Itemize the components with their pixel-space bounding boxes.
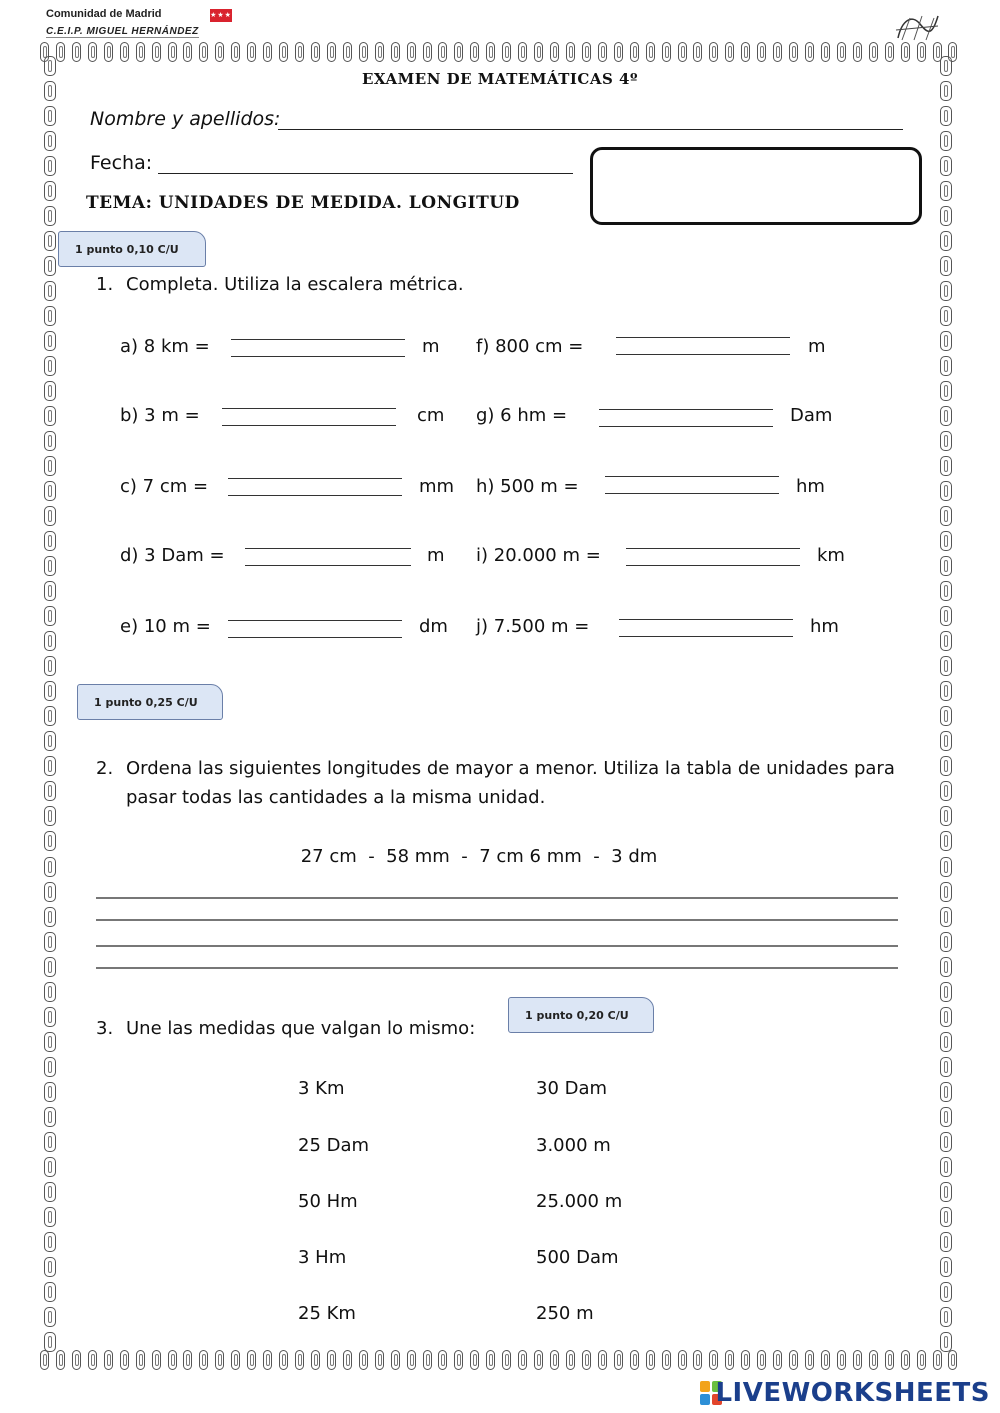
q2-answer-line-2[interactable] (96, 919, 898, 921)
clip-border-top (40, 42, 958, 64)
paper-clip-icon (582, 1350, 591, 1370)
paper-clip-icon (646, 1350, 655, 1370)
paper-clip-icon (359, 42, 368, 62)
paper-clip-icon (940, 1307, 952, 1327)
paper-clip-icon (940, 631, 952, 651)
q1-item-h-label: h) 500 m = (476, 476, 579, 497)
paper-clip-icon (837, 42, 846, 62)
paper-clip-icon (773, 42, 782, 62)
date-label: Fecha: (90, 152, 153, 174)
q2-score-tag: 1 punto 0,25 C/U (77, 684, 223, 720)
q1-item-f-label: f) 800 cm = (476, 336, 584, 357)
paper-clip-icon (709, 1350, 718, 1370)
topic-heading: TEMA: UNIDADES DE MEDIDA. LONGITUD (86, 193, 520, 213)
paper-clip-icon (44, 1007, 56, 1027)
paper-clip-icon (44, 1157, 56, 1177)
paper-clip-icon (940, 156, 952, 176)
date-input-line[interactable] (158, 173, 573, 174)
paper-clip-icon (630, 42, 639, 62)
paper-clip-icon (757, 42, 766, 62)
paper-clip-icon (44, 1107, 56, 1127)
paper-clip-icon (44, 631, 56, 651)
paper-clip-icon (940, 456, 952, 476)
paper-clip-icon (88, 1350, 97, 1370)
paper-clip-icon (438, 1350, 447, 1370)
q3-right-item-1[interactable]: 30 Dam (536, 1078, 608, 1099)
paper-clip-icon (614, 42, 623, 62)
paper-clip-icon (566, 1350, 575, 1370)
paper-clip-icon (678, 1350, 687, 1370)
paper-clip-icon (566, 42, 575, 62)
paper-clip-icon (44, 1057, 56, 1077)
paper-clip-icon (375, 1350, 384, 1370)
paper-clip-icon (948, 1350, 957, 1370)
paper-clip-icon (279, 1350, 288, 1370)
paper-clip-icon (940, 806, 952, 826)
madrid-flag-icon: ★★★ (210, 9, 232, 22)
paper-clip-icon (821, 1350, 830, 1370)
paper-clip-icon (44, 756, 56, 776)
q2-number: 2. (96, 758, 114, 779)
paper-clip-icon (789, 1350, 798, 1370)
paper-clip-icon (940, 231, 952, 251)
paper-clip-icon (940, 932, 952, 952)
q1-item-e-answer[interactable] (228, 620, 402, 638)
paper-clip-icon (940, 131, 952, 151)
paper-clip-icon (741, 1350, 750, 1370)
paper-clip-icon (391, 42, 400, 62)
paper-clip-icon (104, 1350, 113, 1370)
q1-number: 1. (96, 274, 114, 295)
q3-left-item-2[interactable]: 25 Dam (298, 1135, 370, 1156)
q1-item-i-unit: km (817, 545, 845, 566)
q3-left-item-1[interactable]: 3 Km (298, 1078, 345, 1099)
paper-clip-icon (614, 1350, 623, 1370)
paper-clip-icon (120, 42, 129, 62)
clip-border-bottom (40, 1350, 958, 1372)
paper-clip-icon (901, 42, 910, 62)
paper-clip-icon (940, 406, 952, 426)
paper-clip-icon (263, 42, 272, 62)
paper-clip-icon (44, 656, 56, 676)
paper-clip-icon (582, 42, 591, 62)
paper-clip-icon (940, 1182, 952, 1202)
paper-clip-icon (502, 1350, 511, 1370)
paper-clip-icon (279, 42, 288, 62)
paper-clip-icon (44, 306, 56, 326)
paper-clip-icon (327, 42, 336, 62)
paper-clip-icon (518, 42, 527, 62)
paper-clip-icon (168, 42, 177, 62)
paper-clip-icon (72, 42, 81, 62)
paper-clip-icon (375, 42, 384, 62)
paper-clip-icon (44, 606, 56, 626)
q2-text-line1: Ordena las siguientes longitudes de mayor a menor. Utiliza la tabla de unidades para (126, 758, 895, 779)
paper-clip-icon (44, 581, 56, 601)
paper-clip-icon (940, 581, 952, 601)
q3-left-item-4[interactable]: 3 Hm (298, 1247, 347, 1268)
q3-right-item-4[interactable]: 500 Dam (536, 1247, 619, 1268)
paper-clip-icon (470, 1350, 479, 1370)
paper-clip-icon (940, 907, 952, 927)
q1-item-h-unit: hm (796, 476, 825, 497)
exam-title: EXAMEN DE MATEMÁTICAS 4º (362, 70, 638, 88)
paper-clip-icon (940, 1257, 952, 1277)
paper-clip-icon (44, 681, 56, 701)
paper-clip-icon (44, 731, 56, 751)
clip-border-right (940, 56, 954, 1352)
paper-clip-icon (940, 1207, 952, 1227)
paper-clip-icon (534, 42, 543, 62)
paper-clip-icon (940, 882, 952, 902)
q1-item-f-unit: m (808, 336, 826, 357)
paper-clip-icon (407, 1350, 416, 1370)
paper-clip-icon (940, 982, 952, 1002)
paper-clip-icon (215, 1350, 224, 1370)
paper-clip-icon (343, 42, 352, 62)
paper-clip-icon (678, 42, 687, 62)
q1-item-c-answer[interactable] (228, 478, 402, 496)
paper-clip-icon (104, 42, 113, 62)
q1-prompt (96, 274, 464, 295)
paper-clip-icon (247, 42, 256, 62)
q1-item-d-unit: m (427, 545, 445, 566)
q1-item-i-label: i) 20.000 m = (476, 545, 601, 566)
paper-clip-icon (44, 1232, 56, 1252)
paper-clip-icon (940, 181, 952, 201)
paper-clip-icon (940, 106, 952, 126)
paper-clip-icon (44, 882, 56, 902)
paper-clip-icon (550, 42, 559, 62)
paper-clip-icon (44, 381, 56, 401)
paper-clip-icon (693, 42, 702, 62)
q1-item-j-answer[interactable] (619, 619, 793, 637)
paper-clip-icon (917, 42, 926, 62)
paper-clip-icon (247, 1350, 256, 1370)
paper-clip-icon (773, 1350, 782, 1370)
paper-clip-icon (44, 1032, 56, 1052)
q2-values: 27 cm - 58 mm - 7 cm 6 mm - 3 dm (300, 846, 658, 867)
paper-clip-icon (44, 907, 56, 927)
paper-clip-icon (940, 756, 952, 776)
paper-clip-icon (231, 42, 240, 62)
paper-clip-icon (940, 381, 952, 401)
paper-clip-icon (44, 1332, 56, 1352)
school-logo-icon (892, 10, 942, 44)
q2-answer-line-3[interactable] (96, 945, 898, 947)
paper-clip-icon (215, 42, 224, 62)
paper-clip-icon (311, 1350, 320, 1370)
paper-clip-icon (940, 481, 952, 501)
paper-clip-icon (295, 42, 304, 62)
paper-clip-icon (311, 42, 320, 62)
paper-clip-icon (598, 42, 607, 62)
paper-clip-icon (486, 42, 495, 62)
paper-clip-icon (423, 1350, 432, 1370)
paper-clip-icon (869, 1350, 878, 1370)
paper-clip-icon (44, 456, 56, 476)
q1-item-d-label: d) 3 Dam = (120, 545, 225, 566)
paper-clip-icon (486, 1350, 495, 1370)
paper-clip-icon (44, 131, 56, 151)
paper-clip-icon (44, 231, 56, 251)
paper-clip-icon (534, 1350, 543, 1370)
paper-clip-icon (940, 1007, 952, 1027)
paper-clip-icon (940, 1132, 952, 1152)
paper-clip-icon (901, 1350, 910, 1370)
paper-clip-icon (940, 706, 952, 726)
q1-item-i-answer[interactable] (626, 548, 800, 566)
q1-item-b-answer[interactable] (222, 408, 396, 426)
paper-clip-icon (630, 1350, 639, 1370)
paper-clip-icon (940, 656, 952, 676)
q3-text: Une las medidas que valgan lo mismo: (126, 1018, 476, 1039)
q1-item-b-label: b) 3 m = (120, 405, 200, 426)
paper-clip-icon (757, 1350, 766, 1370)
paper-clip-icon (44, 1132, 56, 1152)
paper-clip-icon (44, 556, 56, 576)
paper-clip-icon (837, 1350, 846, 1370)
paper-clip-icon (662, 42, 671, 62)
paper-clip-icon (168, 1350, 177, 1370)
paper-clip-icon (940, 356, 952, 376)
school-name: C.E.I.P. MIGUEL HERNÁNDEZ (46, 26, 199, 37)
paper-clip-icon (44, 806, 56, 826)
paper-clip-icon (940, 506, 952, 526)
paper-clip-icon (199, 1350, 208, 1370)
q1-item-g-answer[interactable] (599, 409, 773, 427)
paper-clip-icon (44, 531, 56, 551)
paper-clip-icon (423, 42, 432, 62)
paper-clip-icon (940, 331, 952, 351)
paper-clip-icon (88, 42, 97, 62)
paper-clip-icon (940, 256, 952, 276)
q1-item-f-answer[interactable] (616, 337, 790, 355)
q3-right-item-2[interactable]: 3.000 m (536, 1135, 611, 1156)
paper-clip-icon (940, 206, 952, 226)
paper-clip-icon (917, 1350, 926, 1370)
paper-clip-icon (44, 982, 56, 1002)
paper-clip-icon (231, 1350, 240, 1370)
paper-clip-icon (44, 932, 56, 952)
paper-clip-icon (853, 42, 862, 62)
q1-item-c-unit: mm (419, 476, 455, 497)
paper-clip-icon (940, 1032, 952, 1052)
paper-clip-icon (359, 1350, 368, 1370)
paper-clip-icon (454, 1350, 463, 1370)
paper-clip-icon (725, 42, 734, 62)
paper-clip-icon (940, 957, 952, 977)
paper-clip-icon (44, 331, 56, 351)
name-input-line[interactable] (278, 129, 903, 130)
paper-clip-icon (44, 1282, 56, 1302)
paper-clip-icon (933, 1350, 942, 1370)
paper-clip-icon (550, 1350, 559, 1370)
paper-clip-icon (709, 42, 718, 62)
paper-clip-icon (327, 1350, 336, 1370)
paper-clip-icon (44, 206, 56, 226)
paper-clip-icon (789, 42, 798, 62)
paper-clip-icon (741, 42, 750, 62)
q3-prompt (96, 1018, 475, 1039)
paper-clip-icon (120, 1350, 129, 1370)
q1-item-a-unit: m (422, 336, 440, 357)
paper-clip-icon (885, 1350, 894, 1370)
paper-clip-icon (805, 42, 814, 62)
paper-clip-icon (502, 42, 511, 62)
paper-clip-icon (72, 1350, 81, 1370)
paper-clip-icon (940, 281, 952, 301)
paper-clip-icon (821, 42, 830, 62)
paper-clip-icon (598, 1350, 607, 1370)
paper-clip-icon (44, 406, 56, 426)
paper-clip-icon (343, 1350, 352, 1370)
q1-item-a-answer[interactable] (231, 339, 405, 357)
paper-clip-icon (869, 42, 878, 62)
paper-clip-icon (940, 1107, 952, 1127)
paper-clip-icon (646, 42, 655, 62)
q2-answer-line-4[interactable] (96, 967, 898, 969)
paper-clip-icon (40, 1350, 49, 1370)
paper-clip-icon (295, 1350, 304, 1370)
q3-left-item-3[interactable]: 50 Hm (298, 1191, 358, 1212)
paper-clip-icon (183, 42, 192, 62)
paper-clip-icon (44, 281, 56, 301)
paper-clip-icon (44, 156, 56, 176)
paper-clip-icon (940, 1057, 952, 1077)
paper-clip-icon (44, 1182, 56, 1202)
grade-box[interactable] (590, 147, 922, 225)
paper-clip-icon (44, 1257, 56, 1277)
paper-clip-icon (885, 42, 894, 62)
paper-clip-icon (725, 1350, 734, 1370)
paper-clip-icon (470, 42, 479, 62)
paper-clip-icon (940, 531, 952, 551)
liveworksheets-brand: LIVEWORKSHEETS (715, 1378, 990, 1408)
paper-clip-icon (940, 1157, 952, 1177)
paper-clip-icon (407, 42, 416, 62)
paper-clip-icon (805, 1350, 814, 1370)
paper-clip-icon (136, 42, 145, 62)
paper-clip-icon (518, 1350, 527, 1370)
name-label: Nombre y apellidos: (90, 108, 281, 130)
paper-clip-icon (940, 1332, 952, 1352)
q1-item-c-label: c) 7 cm = (120, 476, 209, 497)
paper-clip-icon (44, 706, 56, 726)
paper-clip-icon (183, 1350, 192, 1370)
q2-prompt-line1 (96, 758, 895, 779)
paper-clip-icon (152, 1350, 161, 1370)
paper-clip-icon (391, 1350, 400, 1370)
organization-name: Comunidad de Madrid (46, 8, 162, 20)
q3-right-item-5[interactable]: 250 m (536, 1303, 594, 1324)
q2-answer-line-1[interactable] (96, 897, 898, 899)
paper-clip-icon (44, 957, 56, 977)
q3-left-item-5[interactable]: 25 Km (298, 1303, 356, 1324)
paper-clip-icon (438, 42, 447, 62)
paper-clip-icon (853, 1350, 862, 1370)
clip-border-left (44, 56, 58, 1352)
q3-number: 3. (96, 1018, 114, 1039)
paper-clip-icon (454, 42, 463, 62)
paper-clip-icon (940, 1232, 952, 1252)
q1-item-j-unit: hm (810, 616, 839, 637)
paper-clip-icon (940, 681, 952, 701)
paper-clip-icon (44, 431, 56, 451)
q1-text: Completa. Utiliza la escalera métrica. (126, 274, 464, 295)
paper-clip-icon (940, 781, 952, 801)
paper-clip-icon (44, 506, 56, 526)
paper-clip-icon (44, 181, 56, 201)
paper-clip-icon (940, 556, 952, 576)
q1-item-j-label: j) 7.500 m = (476, 616, 590, 637)
q1-item-e-label: e) 10 m = (120, 616, 211, 637)
paper-clip-icon (152, 42, 161, 62)
paper-clip-icon (940, 1282, 952, 1302)
paper-clip-icon (44, 1307, 56, 1327)
paper-clip-icon (940, 306, 952, 326)
q1-score-tag: 1 punto 0,10 C/U (58, 231, 206, 267)
paper-clip-icon (56, 1350, 65, 1370)
paper-clip-icon (940, 731, 952, 751)
q2-text-line2: pasar todas las cantidades a la misma unidad. (126, 787, 546, 808)
paper-clip-icon (263, 1350, 272, 1370)
paper-clip-icon (44, 356, 56, 376)
q1-item-g-label: g) 6 hm = (476, 405, 568, 426)
q1-item-e-unit: dm (419, 616, 448, 637)
q1-item-g-unit: Dam (790, 405, 833, 426)
q3-right-item-3[interactable]: 25.000 m (536, 1191, 623, 1212)
paper-clip-icon (940, 1082, 952, 1102)
paper-clip-icon (940, 606, 952, 626)
paper-clip-icon (44, 256, 56, 276)
q3-score-tag: 1 punto 0,20 C/U (508, 997, 654, 1033)
paper-clip-icon (662, 1350, 671, 1370)
paper-clip-icon (44, 481, 56, 501)
paper-clip-icon (693, 1350, 702, 1370)
q1-item-d-answer[interactable] (245, 548, 411, 566)
paper-clip-icon (136, 1350, 145, 1370)
paper-clip-icon (44, 781, 56, 801)
paper-clip-icon (199, 42, 208, 62)
paper-clip-icon (44, 1207, 56, 1227)
q1-item-h-answer[interactable] (605, 476, 779, 494)
paper-clip-icon (44, 1082, 56, 1102)
paper-clip-icon (44, 106, 56, 126)
q1-item-a-label: a) 8 km = (120, 336, 210, 357)
q1-item-b-unit: cm (417, 405, 445, 426)
paper-clip-icon (940, 431, 952, 451)
